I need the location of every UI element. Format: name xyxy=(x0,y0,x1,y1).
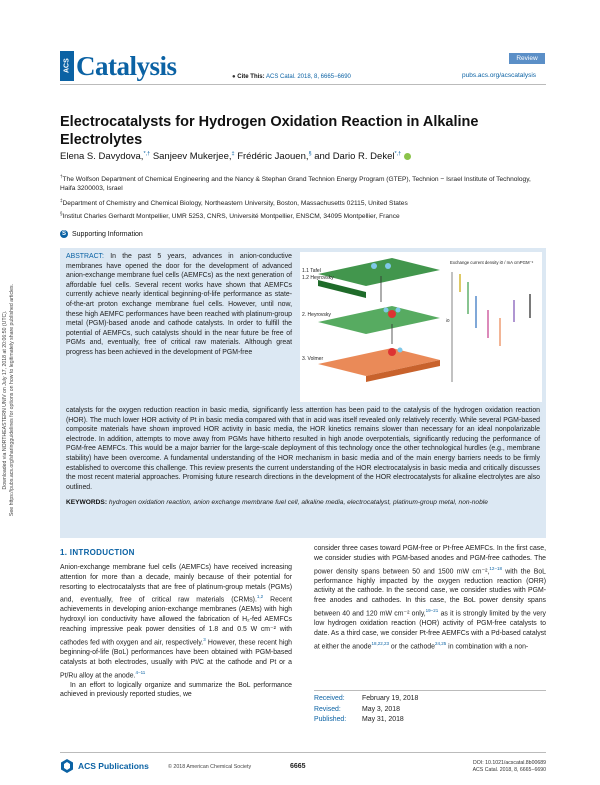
supporting-info-label: Supporting Information xyxy=(72,230,143,238)
hydrogen-atom xyxy=(398,348,403,353)
keywords-label: KEYWORDS: xyxy=(66,499,108,506)
paragraph-text: consider three cases toward PGM-free or Pt-free AEMFCs. In the first case, we consider studies with PGM-based anodes and PGM-free cathodes. The power density spans between 50 and 1500 mW cm⁻², xyxy=(314,545,546,575)
toc-graphic xyxy=(300,252,542,402)
paragraph-text: In an effort to logically organize and summarize the BoL performance achieved in previously reported studies, we xyxy=(60,681,292,699)
affiliation xyxy=(60,172,546,193)
paragraph-text: as it is strongly limited by the very low hydrogen oxidation reaction (HOR) activity of PGM-free catalysts to date. As a third case, we consider Pt-free AEMFCs with a Pd-based catalyst at either the anode xyxy=(314,610,546,651)
cite-this[interactable] xyxy=(232,74,351,80)
published-date: May 31, 2018 xyxy=(362,716,404,724)
doi-block xyxy=(450,760,546,774)
abstract-body-top: In the past 5 years, advances in anion-conductive membranes have opened the door for the development of advanced anion-exchange membrane fuel cells (AEMFCs) as the next generation of affordable fuel cells. Several recent works have shown that AEMFCs currently achieve nearly identical beginning-of-life performance as state-of-the-art proton exchange membrane fuel cells. However, until now, these high AEMFC performances have been reached with platinum-group metal (PGM)-based anode and cathode catalysts. In order to fulfill the potential of AEMFCs, such catalysts should in the near future be free of PGMs and, eventually, free of critical raw materials. Although great progress has been achieved in the development of PGM-free xyxy=(66,253,292,356)
journal-logo[interactable] xyxy=(60,50,177,82)
affiliation-mark: ‡ xyxy=(60,198,63,203)
download-notice-line2: See https://pubs.acs.org/sharingguidelines for options on how to legitimately share published articles. xyxy=(9,283,15,517)
citation-ref[interactable]: 24,25 xyxy=(434,640,447,646)
citation-ref[interactable]: 19−21 xyxy=(425,608,439,614)
paragraph-text: in combination with a non- xyxy=(446,643,529,651)
paragraph-text: Recent achievements in developing anion-exchange membranes (AEMs) with high hydroxyl ion conductivity have allowed the fabrication of H₂-fed AEMFCs reaching impressive peak power densities of 1.8 and 0.5 W cm⁻² with cathodes fed with oxygen and air, respectively. xyxy=(60,596,292,647)
affiliation-text: The Wolfson Department of Chemical Engineering and the Nancy & Stephan Grand Technion Energy Program (GTEP), Technion − Israel Institute of Technology, Haifa 3200003, Israel xyxy=(60,176,531,193)
page-number: 6665 xyxy=(290,763,306,770)
abstract-text-top xyxy=(66,252,292,358)
step-label: 3. Volmer xyxy=(302,356,324,362)
cite-label: Cite This: xyxy=(237,74,265,80)
affiliation-text: Institut Charles Gerhardt Montpellier, UMR 5253, CNRS, Université Montpellier, ENSCM, 34095 Montpellier, France xyxy=(62,213,400,221)
hydrogen-atom xyxy=(371,263,377,269)
affiliation xyxy=(60,209,546,221)
citation-ref[interactable]: 18,22,23 xyxy=(371,640,389,646)
abstract-label: ABSTRACT: xyxy=(66,253,104,260)
author-mark: *,† xyxy=(394,151,402,157)
step-label: 1.1 Tafel xyxy=(302,268,321,274)
affiliation xyxy=(60,196,546,208)
dates-divider xyxy=(314,690,546,691)
keywords-list: hydrogen oxidation reaction, anion exchange membrane fuel cell, alkaline media, electrocatalyst, platinum-group metal, non-noble xyxy=(108,499,488,506)
doi-link[interactable]: DOI: 10.1021/acscatal.8b00689 xyxy=(473,760,546,766)
paragraph-text: However, these recent high beginning-of-life (BoL) performances have been obtained with PGM-based catalysts at both electrodes, usually with Pt/C at the cathode and Pt or a Pt/Ru alloy at the anode. xyxy=(60,639,292,679)
received-date: February 19, 2018 xyxy=(362,695,419,702)
acs-hexagon-icon xyxy=(60,759,74,773)
cite-reference[interactable]: ACS Catal. 2018, 8, 6665−6690 xyxy=(265,74,351,80)
header-divider xyxy=(60,84,546,85)
author-name[interactable]: Frédéric Jaouen, xyxy=(237,151,309,163)
author-list xyxy=(60,151,411,162)
hydrogen-atom xyxy=(396,308,401,313)
footer-divider xyxy=(60,752,546,753)
paragraph-text: Anion-exchange membrane fuel cells (AEMFCs) have received increasing attention for more than a decade, mainly because of their potential for resorting to electrocatalysts that are free of platinum-group metals (PGMs) and, eventually, free of critical raw materials (CRMs). xyxy=(60,564,292,604)
received-label: Received: xyxy=(314,695,345,702)
author-mark: *,† xyxy=(143,151,151,157)
logo-acs-mark: ACS xyxy=(60,51,74,81)
copyright: © 2018 American Chemical Society xyxy=(168,764,252,770)
publisher-name: ACS Publications xyxy=(78,761,149,771)
citation-ref[interactable]: 1,2 xyxy=(256,594,264,600)
author-mark: § xyxy=(308,151,312,157)
footer-citation: ACS Catal. 2018, 8, 6665−6690 xyxy=(472,767,546,773)
revised-label: Revised: xyxy=(314,705,341,713)
article-type-badge: Review xyxy=(509,53,545,64)
step-label: 2. Heyrovsky xyxy=(302,312,331,318)
journal-url-link[interactable]: pubs.acs.org/acscatalysis xyxy=(462,72,537,79)
acs-publications-logo[interactable] xyxy=(60,759,149,773)
cite-icon: ● xyxy=(232,74,236,80)
download-notice-line1: Downloaded via NORTHEASTERN UNIV on July 17, 2018 at 20:06:50 (UTC). xyxy=(2,310,8,490)
paragraph-text: with the BoL performance highly impacted by the oxygen reduction reaction (ORR) activity at the cathode. In the second case, we consider studies with PGM-free anodes and cathodes. In this case, the BoL power density spans between 40 and 120 mW cm⁻² only, xyxy=(314,567,547,618)
step-label: 1.2 Heyrovsky xyxy=(302,275,334,281)
author-name[interactable]: and Dario R. Dekel xyxy=(314,151,395,163)
supporting-info-icon: S xyxy=(61,231,66,237)
body-column-left xyxy=(60,563,292,700)
affiliation-mark: § xyxy=(60,211,63,216)
supporting-information-link[interactable] xyxy=(60,230,143,238)
keywords xyxy=(66,498,540,507)
orcid-icon[interactable] xyxy=(404,153,411,160)
hydrogen-atom xyxy=(384,308,389,313)
affiliation-mark: † xyxy=(60,174,63,179)
abstract-text-bottom: catalysts for the oxygen reduction reaction in basic media, significantly less attention has been paid to the catalysis of the hydrogen oxidation reaction (HOR). The much lower HOR activity of Pt in basic media compared with that in acid was itself revealed only relatively recently. While several PGM-based composite materials have shown improved HOR activity in basic media, the HOR kinetics remains slower than necessary for an ideal nonpolarizable electrode. In addition, attempts to move away from PGMs have hitherto resulted in high anode overpotentials, significantly reducing the performance of PGM-free AEMFCs. This would be a major barrier for the large-scale deployment of this technology once the other technological hurdles (e.g., membrane stability) have been overcome. A fundamental understanding of the HOR mechanism in basic media and of the main energy barriers needs to be firmly established to overcome this challenge. This review presents the current understanding of the HOR electrocatalysis in basic media and critically discusses the most recent material approaches. Promising future research directions in the development of the HOR electrocatalysts for alkaline electrolytes are also outlined. xyxy=(66,407,540,491)
author-mark: ‡ xyxy=(231,151,235,157)
hydrogen-atom xyxy=(385,263,391,269)
journal-name: Catalysis xyxy=(76,50,177,81)
article-title: Electrocatalysts for Hydrogen Oxidation Reaction in Alkaline Electrolytes xyxy=(60,114,479,148)
revised-date: May 3, 2018 xyxy=(362,705,400,713)
publication-dates xyxy=(314,694,418,726)
section-heading: 1. INTRODUCTION xyxy=(60,548,135,557)
citation-ref[interactable]: 4−11 xyxy=(135,669,146,675)
chart-title: Exchange current density i0 / mA cmPGM⁻² xyxy=(450,260,534,265)
published-label: Published: xyxy=(314,716,347,724)
citation-ref[interactable]: 12−18 xyxy=(489,565,502,571)
chart-ylabel: i0 xyxy=(446,318,450,323)
affiliation-text: Department of Chemistry and Chemical Biology, Northeastern University, Boston, Massachusetts 02115, United States xyxy=(62,200,408,208)
oxygen-atom xyxy=(388,310,396,318)
citation-ref[interactable]: 3 xyxy=(203,636,206,642)
oxygen-atom xyxy=(388,348,396,356)
download-notice xyxy=(2,270,16,530)
paragraph-text: or the cathode xyxy=(389,643,435,651)
author-name[interactable]: Elena S. Davydova, xyxy=(60,151,144,163)
author-name[interactable]: Sanjeev Mukerjee, xyxy=(152,151,232,163)
body-column-right xyxy=(314,544,546,652)
